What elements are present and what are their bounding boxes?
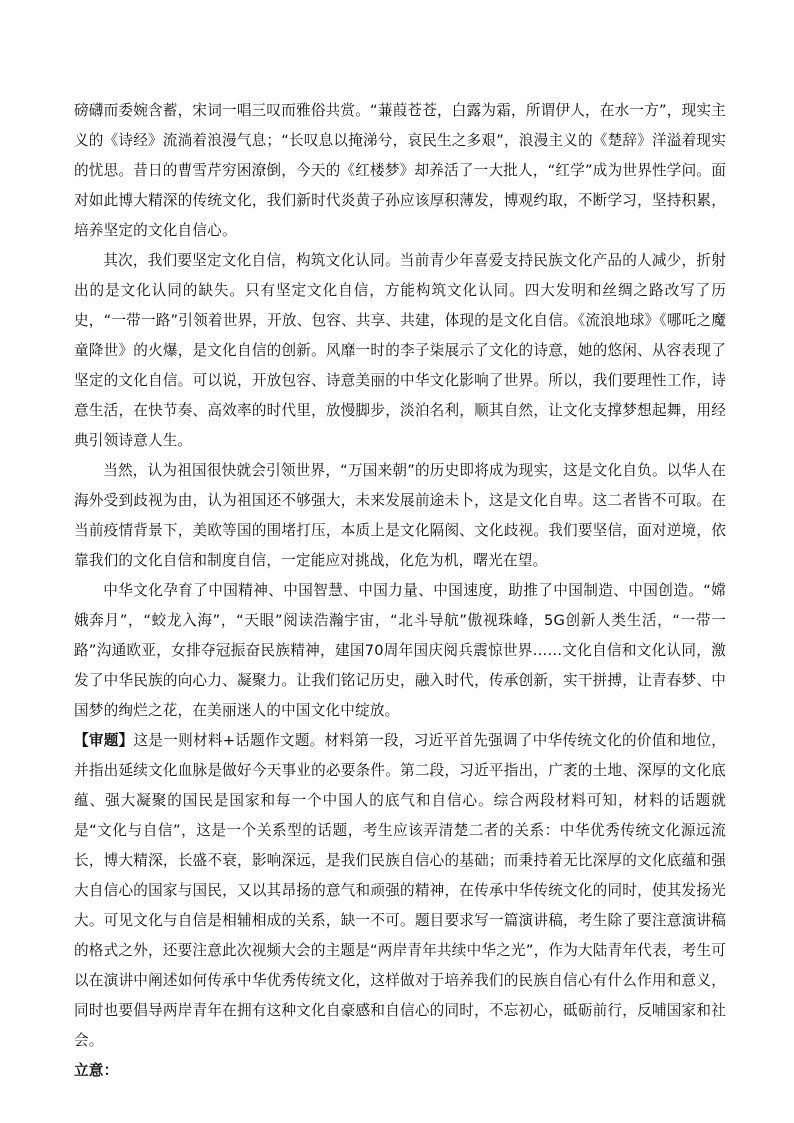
body-paragraph-1: 磅礴而委婉含蓄，宋词一唱三叹而雅俗共赏。“蒹葭苍苍，白露为霜，所谓伊人，在水一方”，现实主义的《诗经》流淌着浪漫气息；“长叹息以掩涕兮，哀民生之多艰”，浪漫主义的《楚辞》洋溢着现实的忧思。昔日的曹雪芹穷困潦倒，今天的《红楼梦》却养活了一大批人，“红学”成为世界性学问。面对如此博大精深的传统文化，我们新时代炎黄子孙应该厚积薄发，博观约取，不断学习，坚持积累，培养坚定的文化自信心。 — [74, 102, 726, 239]
analysis-label: 【审题】 — [74, 732, 134, 749]
analysis-paragraph — [74, 726, 726, 1056]
analysis-text: 这是一则材料+话题作文题。材料第一段，习近平首先强调了中华传统文化的价值和地位，并指出延续文化血脉是做好今天事业的必要条件。第二段，习近平指出，广袤的土地、深厚的文化底蕴、强大凝聚的国民是国家和每一个中国人的底气和自信心。综合两段材料可知，材料的话题就是“文化与自信”，这是一个关系型的话题，考生应该弄清楚二者的关系：中华优秀传统文化源远流长，博大精深，长盛不衰，影响深远，是我们民族自信心的基础；而秉持着无比深厚的文化底蕴和强大自信心的国家与国民，又以其昂扬的意气和顽强的精神，在传承中华传统文化的同时，使其发扬光大。可见文化与自信是相辅相成的关系，缺一不可。题目要求写一篇演讲稿，考生除了要注意演讲稿的格式之外，还要注意此次视频大会的主题是“两岸青年共续中华之光”，作为大陆青年代表，考生可以在演讲中阐述如何传承中华优秀传统文化，这样做对于培养我们的民族自信心有什么作用和意义，同时也要倡导两岸青年在拥有这种文化自豪感和自信心的同时，不忘初心，砥砺前行，反哺国家和社会。 — [74, 732, 726, 1049]
body-paragraph-3: 当然，认为祖国很快就会引领世界，“万国来朝”的历史即将成为现实，这是文化自负。以华人在海外受到歧视为由，认为祖国还不够强大，未来发展前途未卜，这是文化自卑。这二者皆不可取。在当前疫情背景下，美欧等国的围堵打压，本质上是文化隔阂、文化歧视。我们要坚信，面对逆境，依靠我们的文化自信和制度自信，一定能应对挑战，化危为机，曙光在望。 — [74, 462, 726, 569]
body-paragraph-2: 其次，我们要坚定文化自信，构筑文化认同。当前青少年喜爱支持民族文化产品的人减少，折射出的是文化认同的缺失。只有坚定文化自信，方能构筑文化认同。四大发明和丝绸之路改写了历史，“一带一路”引领着世界，开放、包容、共享、共建，体现的是文化自信。《流浪地球》《哪吒之魔童降世》的火爆，是文化自信的创新。风靡一时的李子柒展示了文化的诗意，她的悠闲、从容表现了坚定的文化自信。可以说，开放包容、诗意美丽的中华文化影响了世界。所以，我们要理性工作，诗意生活，在快节奏、高效率的时代里，放慢脚步，淡泊名利，顺其自然，让文化支撑梦想起舞，用经典引领诗意人生。 — [74, 252, 726, 449]
document-body — [74, 96, 726, 1086]
intent-heading: 立意： — [74, 1062, 119, 1079]
body-paragraph-4: 中华文化孕育了中国精神、中国智慧、中国力量、中国速度，助推了中国制造、中国创造。“嫦娥奔月”，“蛟龙入海”，“天眼”阅读浩瀚宇宙，“北斗导航”傲视珠峰，5G创新人类生活，“一带一路”沟通欧亚，女排夺冠振奋民族精神，建国70周年国庆阅兵震惊世界……文化自信和文化认同，激发了中华民族的向心力、凝聚力。让我们铭记历史，融入时代，传承创新，实干拼搏，让青春梦、中国梦的绚烂之花，在美丽迷人的中国文化中绽放。 — [74, 582, 726, 719]
